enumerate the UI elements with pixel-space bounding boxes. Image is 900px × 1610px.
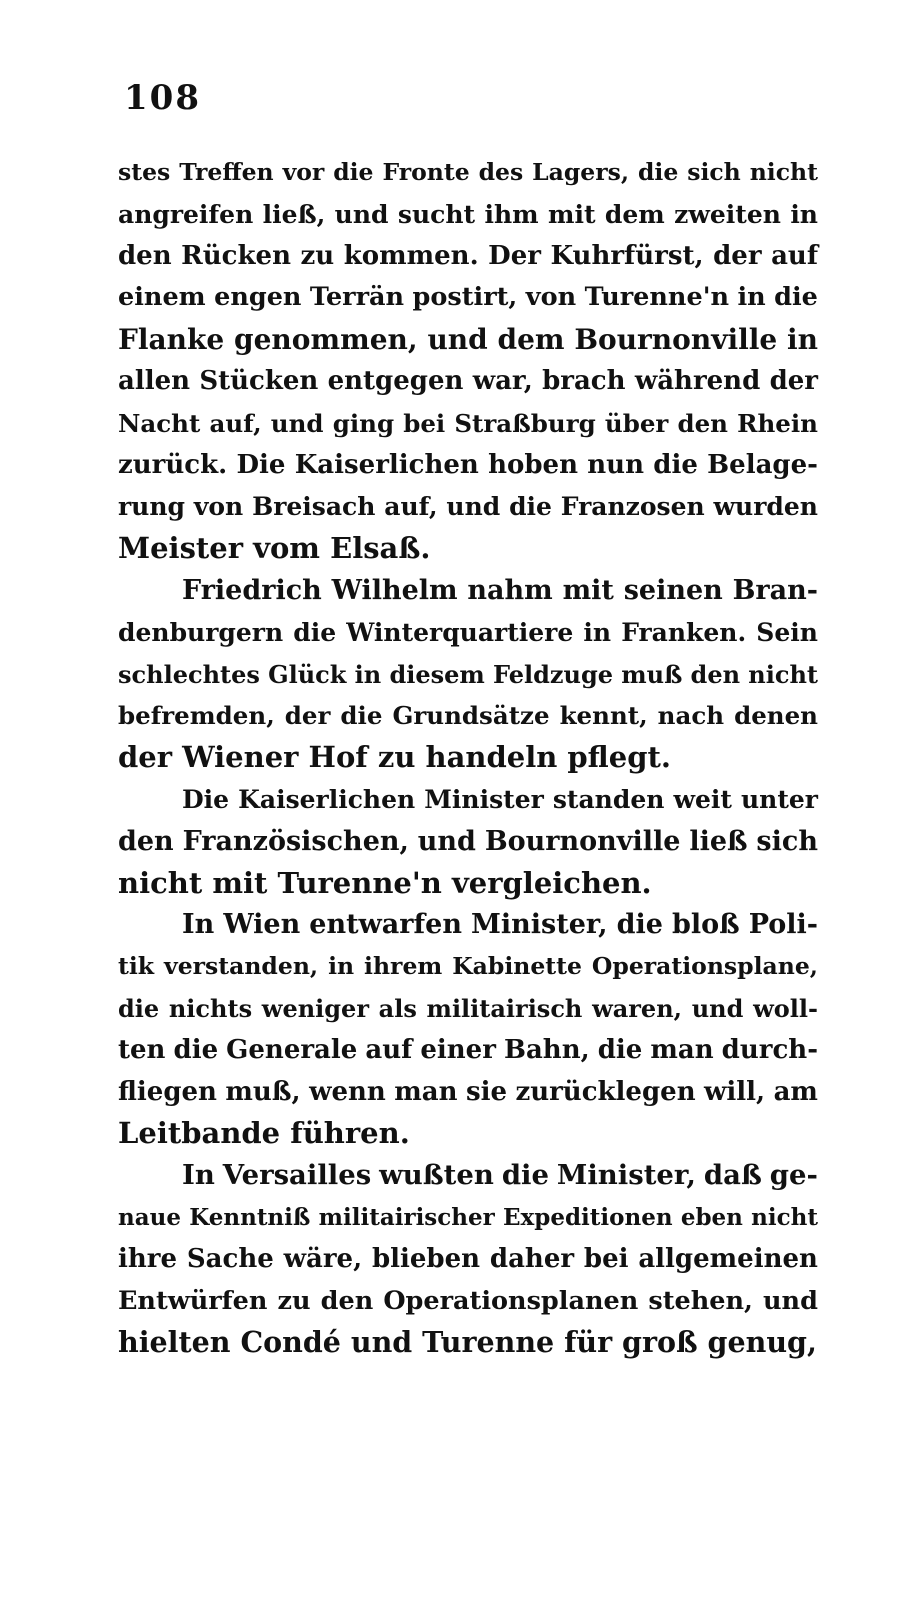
text-line: In Versailles wußten die Minister, daß ge- (182, 1159, 818, 1192)
text-line: ihre Sache wäre, blieben daher bei allgemeinen (118, 1243, 818, 1274)
text-line: zurück. Die Kaiserlichen hoben nun die Belage- (118, 449, 818, 480)
text-line: einem engen Terrän postirt, von Turenne'n in die (118, 282, 818, 313)
text-line: schlechtes Glück in diesem Feldzuge muß den nicht (118, 659, 818, 689)
text-line: den Rücken zu kommen. Der Kuhrfürst, der auf (118, 240, 818, 271)
text-line: Nacht auf, und ging bei Straßburg über den Rhein (118, 408, 818, 438)
text-line: Leitbande führen. (118, 1116, 410, 1151)
text-line: rung von Breisach auf, und die Franzosen wurden (118, 492, 818, 522)
text-line: befremden, der die Grundsätze kennt, nach denen (118, 701, 818, 731)
text-line: die nichts weniger als militairisch waren, und woll- (118, 993, 818, 1023)
text-line: Entwürfen zu den Operationsplanen stehen, und (118, 1285, 818, 1316)
text-line: denburgern die Winterquartiere in Franken. Sein (118, 617, 818, 647)
text-line: Meister vom Elsaß. (118, 531, 431, 566)
text-line: fliegen muß, wenn man sie zurücklegen will, am (118, 1076, 818, 1107)
page-number: 108 (124, 78, 201, 118)
text-line: In Wien entwarfen Minister, die bloß Poli- (182, 909, 818, 941)
text-line: Die Kaiserlichen Minister standen weit unter (182, 784, 818, 814)
text-line: der Wiener Hof zu handeln pflegt. (118, 740, 671, 775)
text-line: hielten Condé und Turenne für groß genug, (118, 1325, 817, 1360)
text-line: Friedrich Wilhelm nahm mit seinen Bran- (182, 574, 818, 606)
text-line: Flanke genommen, und dem Bournonville in (118, 323, 818, 357)
text-line: den Französischen, und Bournonville ließ sich (118, 825, 818, 857)
body-text (118, 152, 818, 1364)
text-line: tik verstanden, in ihrem Kabinette Operationsplane, (118, 952, 818, 981)
text-line: ten die Generale auf einer Bahn, die man durch- (118, 1034, 818, 1065)
text-line: naue Kenntniß militairischer Expeditionen eben nicht (118, 1203, 818, 1231)
text-line: stes Treffen vor die Fronte des Lagers, die sich nicht (118, 158, 818, 186)
text-line: allen Stücken entgegen war, brach während der (118, 365, 818, 396)
text-line: nicht mit Turenne'n vergleichen. (118, 865, 652, 900)
text-line: angreifen ließ, und sucht ihm mit dem zweiten in (118, 199, 818, 229)
